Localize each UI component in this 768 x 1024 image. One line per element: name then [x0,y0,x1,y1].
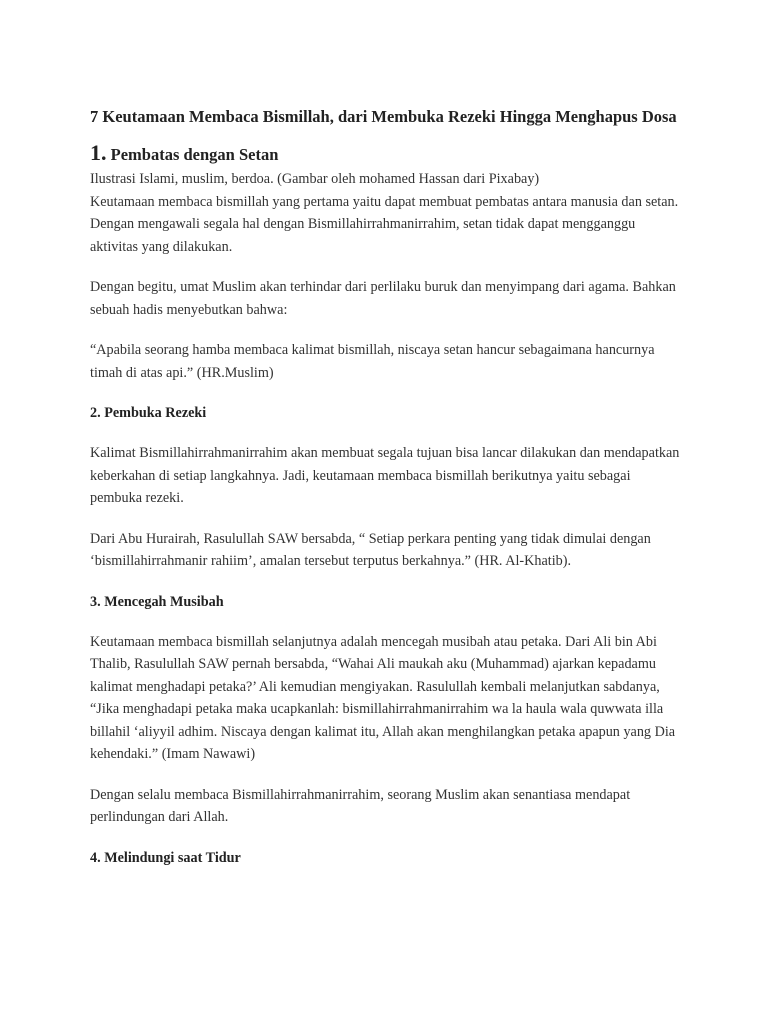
section-1-paragraph-2: Dengan begitu, umat Muslim akan terhindar dari perlilaku buruk dan menyimpang dari agama. Bahkan sebuah hadis menyebutkan bahwa: [90,279,676,318]
section-1-heading [90,142,682,166]
section-2-paragraph-2: Dari Abu Hurairah, Rasulullah SAW bersabda, “ Setiap perkara penting yang tidak dimulai dengan ‘bismillahirrahmanir rahiim’, amalan tersebut terputus berkahnya.” (HR. Al-Khatib). [90,530,651,569]
section-2-paragraph-1: Kalimat Bismillahirrahmanirrahim akan membuat segala tujuan bisa lancar dilakukan dan mendapatkan keberkahan di setiap langkahnya. Jadi, keutamaan membaca bismillah berikutnya yaitu sebagai pembuka rezeki. [90,445,680,506]
image-caption: Ilustrasi Islami, muslim, berdoa. (Gambar oleh mohamed Hassan dari Pixabay) [90,171,540,187]
section-3-paragraph-2: Dengan selalu membaca Bismillahirrahmanirrahim, seorang Muslim akan senantiasa mendapat perlindungan dari Allah. [90,786,631,825]
section-1-heading-text: Pembatas dengan Setan [110,145,279,164]
section-4-heading: 4. Melindungi saat Tidur [90,849,241,866]
section-3-heading: 3. Mencegah Musibah [90,593,224,610]
section-1-quote: “Apabila seorang hamba membaca kalimat bismillah, niscaya setan hancur sebagaimana hancurnya timah di atas api.” (HR.Muslim) [90,342,655,381]
section-2-heading: 2. Pembuka Rezeki [90,405,207,421]
article-title: 7 Keutamaan Membaca Bismillah, dari Membuka Rezeki Hingga Menghapus Dosa [90,107,677,126]
section-1-paragraph-1: Keutamaan membaca bismillah yang pertama yaitu dapat membuat pembatas antara manusia dan setan. Dengan mengawali segala hal dengan Bismillahirrahmanirrahim, setan tidak dapat mengganggu aktivitas yang dilakukan. [90,193,679,255]
section-1-number: 1. [90,140,107,165]
document-page [90,106,682,887]
section-3-paragraph-1: Keutamaan membaca bismillah selanjutnya adalah mencegah musibah atau petaka. Dari Ali bin Abi Thalib, Rasulullah SAW pernah bersabda, “Wahai Ali maukah aku (Muhammad) ajarkan kepadamu kalimat menghadapi petaka?’ Ali kemudian mengiyakan. Rasulullah kembali melanjutkan sabdanya, “Jika menghadapi petaka maka ucapkanlah: bismillahirrahmanirrahim wa la haula wala quwwata illa billahil ‘aliyyil adhim. Niscaya dengan kalimat itu, Allah akan menghilangkan petaka apapun yang Dia kehendaki.” (Imam Nawawi) [90,633,676,762]
